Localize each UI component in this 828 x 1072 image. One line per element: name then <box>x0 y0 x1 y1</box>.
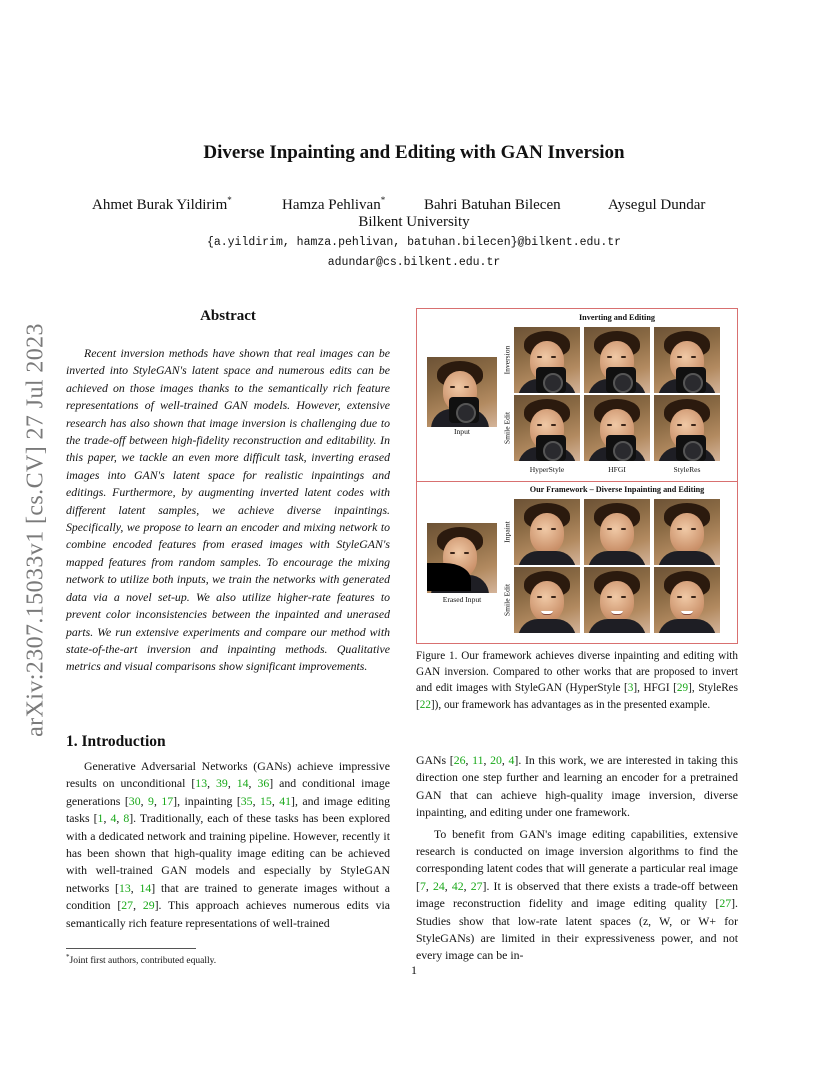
hyperstyle-inversion-image <box>514 327 580 393</box>
citation-link[interactable]: 7 <box>419 878 426 893</box>
citation-link[interactable]: 39 <box>216 776 228 791</box>
page-number: 1 <box>411 963 417 977</box>
intro-paragraph-2: GANs [26, 11, 20, 4]. In this work, we are interested in taking this direction one step further and learning an encoder for a pretrained GAN that can achieve high-quality image inversion, diverse inpainting, and editing under one framework. <box>416 753 738 820</box>
author-4: Aysegul Dundar <box>608 197 706 213</box>
arxiv-identifier: arXiv:2307.15033v1 [cs.CV] 27 Jul 2023 <box>22 323 49 737</box>
figure-1 <box>416 308 738 644</box>
method-label-hyperstyle: HyperStyle <box>529 465 565 474</box>
row-label-smile-edit-1: Smile Edit <box>502 411 512 445</box>
citation-link[interactable]: 22 <box>419 698 431 711</box>
citation-link[interactable]: 36 <box>257 776 270 791</box>
styleres-smile-image <box>654 395 720 461</box>
paper-title: Diverse Inpainting and Editing with GAN Inversion <box>203 142 625 163</box>
inpaint-sample-1 <box>514 499 580 565</box>
inpaint-sample-2 <box>584 499 650 565</box>
citation-link[interactable]: 26 <box>453 753 466 767</box>
citation-link[interactable]: 17 <box>161 793 174 808</box>
citation-link[interactable]: 42 <box>451 878 464 893</box>
input-label: Input <box>453 427 471 436</box>
citation-link[interactable]: 41 <box>279 793 292 808</box>
citation-link[interactable]: 11 <box>472 753 484 767</box>
citation-link[interactable]: 20 <box>490 753 502 767</box>
figure-1-caption: Figure 1. Our framework achieves diverse inpainting and editing with GAN inversion. Compared to other works that are proposed to invert and edit images with StyleGAN (HyperStyle [3], HFGI [29], StyleRes [22]), our framework has advantages as in the presented example. <box>416 650 738 711</box>
abstract-body: Recent inversion methods have shown that real images can be inverted into StyleGAN's latent space and numerous edits can be achieved on those images thanks to the semantically rich feature representations of well-trained GAN models. However, extensive research has also shown that image inversion is challenging due to the trade-off between high-fidelity reconstruction and editability. In this paper, we tackle an even more difficult task, inverting erased images into GAN's latent space for realistic inpaintings and editings. Furthermore, by augmenting inverted latent codes with different latent samples, we achieve diverse inpaintings. Specifically, we propose to learn an encoder and mixing network to combine encoded features from erased images with StyleGAN's mapped features from random samples. To encourage the mixing network to utilize both inputs, we train the networks with generated data via a novel set-up. We also utilize higher-rate features to prevent color inconsistencies between the inpainted and unerased parts. We run extensive experiments and compare our method with state-of-the-art inversion and inpainting methods. Qualitative metrics and visual comparisons show significant improvements. <box>66 346 390 674</box>
citation-link[interactable]: 4 <box>508 753 515 767</box>
citation-link[interactable]: 13 <box>195 776 208 791</box>
styleres-inversion-image <box>654 327 720 393</box>
figure-top-heading: Inverting and Editing <box>579 313 655 322</box>
erased-input-image <box>427 523 497 593</box>
citation-link[interactable]: 27 <box>121 898 134 913</box>
email-line-2: adundar@cs.bilkent.edu.tr <box>327 256 501 269</box>
hfgi-inversion-image <box>584 327 650 393</box>
citation-link[interactable]: 27 <box>470 878 483 893</box>
input-image <box>427 357 497 427</box>
citation-link[interactable]: 13 <box>118 880 131 895</box>
citation-link[interactable]: 14 <box>236 776 249 791</box>
citation-link[interactable]: 1 <box>97 811 104 826</box>
inpaint-smile-3 <box>654 567 720 633</box>
citation-link[interactable]: 15 <box>260 793 272 808</box>
figure-bottom-heading: Our Framework – Diverse Inpainting and Editing <box>529 485 705 494</box>
row-label-smile-edit-2: Smile Edit <box>502 583 512 617</box>
figure-divider <box>417 481 737 482</box>
affiliation: Bilkent University <box>358 214 470 230</box>
hfgi-smile-image <box>584 395 650 461</box>
intro-right-column <box>416 752 738 965</box>
erased-input-label: Erased Input <box>442 595 482 604</box>
email-line-1: {a.yildirim, hamza.pehlivan, batuhan.bilecen}@bilkent.edu.tr <box>206 236 622 249</box>
intro-paragraph-1: Generative Adversarial Networks (GANs) achieve impressive results on unconditional [13, 39, 14, 36] and conditional image generations [30, 9, 17], inpainting [35, 15, 41], and image editing tasks [1, 4, 8]. Traditionally, each of these tasks has been explored with a dedicated network and training pipeline. However, recently it has been shown that high-quality image editing can be achieved with well-trained GAN models and especially by StyleGAN networks [13, 14] that are trained to generate images without a condition [27, 29]. This approach achieves numerous edits via semantically rich feature representations of well-trained <box>66 759 390 930</box>
author-2: Hamza Pehlivan* <box>282 195 386 213</box>
abstract-heading: Abstract <box>200 308 256 324</box>
citation-link[interactable]: 4 <box>110 811 117 826</box>
author-3: Bahri Batuhan Bilecen <box>424 197 561 213</box>
method-label-styleres: StyleRes <box>673 465 701 474</box>
method-label-hfgi: HFGI <box>608 465 626 474</box>
intro-paragraph-3: To benefit from GAN's image editing capabilities, extensive research is conducted on image inversion algorithms to find the corresponding latent codes that will generate a particular real image [7, 24, 42, 27]. It is observed that there exists a trade-off between image reconstruction fidelity and image editing quality [27]. Studies show that low-rate latent spaces (z, W, or W+ for StyleGANs) are limited in their expressiveness power, and not every image can be in- <box>416 826 738 963</box>
footnote-rule <box>66 948 196 949</box>
intro-left-column <box>66 758 390 932</box>
citation-link[interactable]: 29 <box>142 898 155 913</box>
citation-link[interactable]: 3 <box>627 682 634 695</box>
citation-link[interactable]: 9 <box>148 793 154 808</box>
citation-link[interactable]: 27 <box>719 896 732 911</box>
citation-link[interactable]: 30 <box>128 793 141 808</box>
author-1: Ahmet Burak Yildirim* <box>92 195 232 213</box>
citation-link[interactable]: 14 <box>139 880 152 895</box>
citation-link[interactable]: 29 <box>676 682 689 695</box>
citation-link[interactable]: 35 <box>240 793 253 808</box>
inpaint-smile-2 <box>584 567 650 633</box>
hyperstyle-smile-image <box>514 395 580 461</box>
row-label-inpaint: Inpaint <box>502 521 512 543</box>
citation-link[interactable]: 24 <box>432 878 445 893</box>
citation-link[interactable]: 8 <box>123 811 130 826</box>
inpaint-smile-1 <box>514 567 580 633</box>
inpaint-sample-3 <box>654 499 720 565</box>
row-label-inversion: Inversion <box>502 345 512 375</box>
footnote: *Joint first authors, contributed equally. <box>66 953 217 967</box>
section-heading-introduction: 1. Introduction <box>66 733 166 750</box>
